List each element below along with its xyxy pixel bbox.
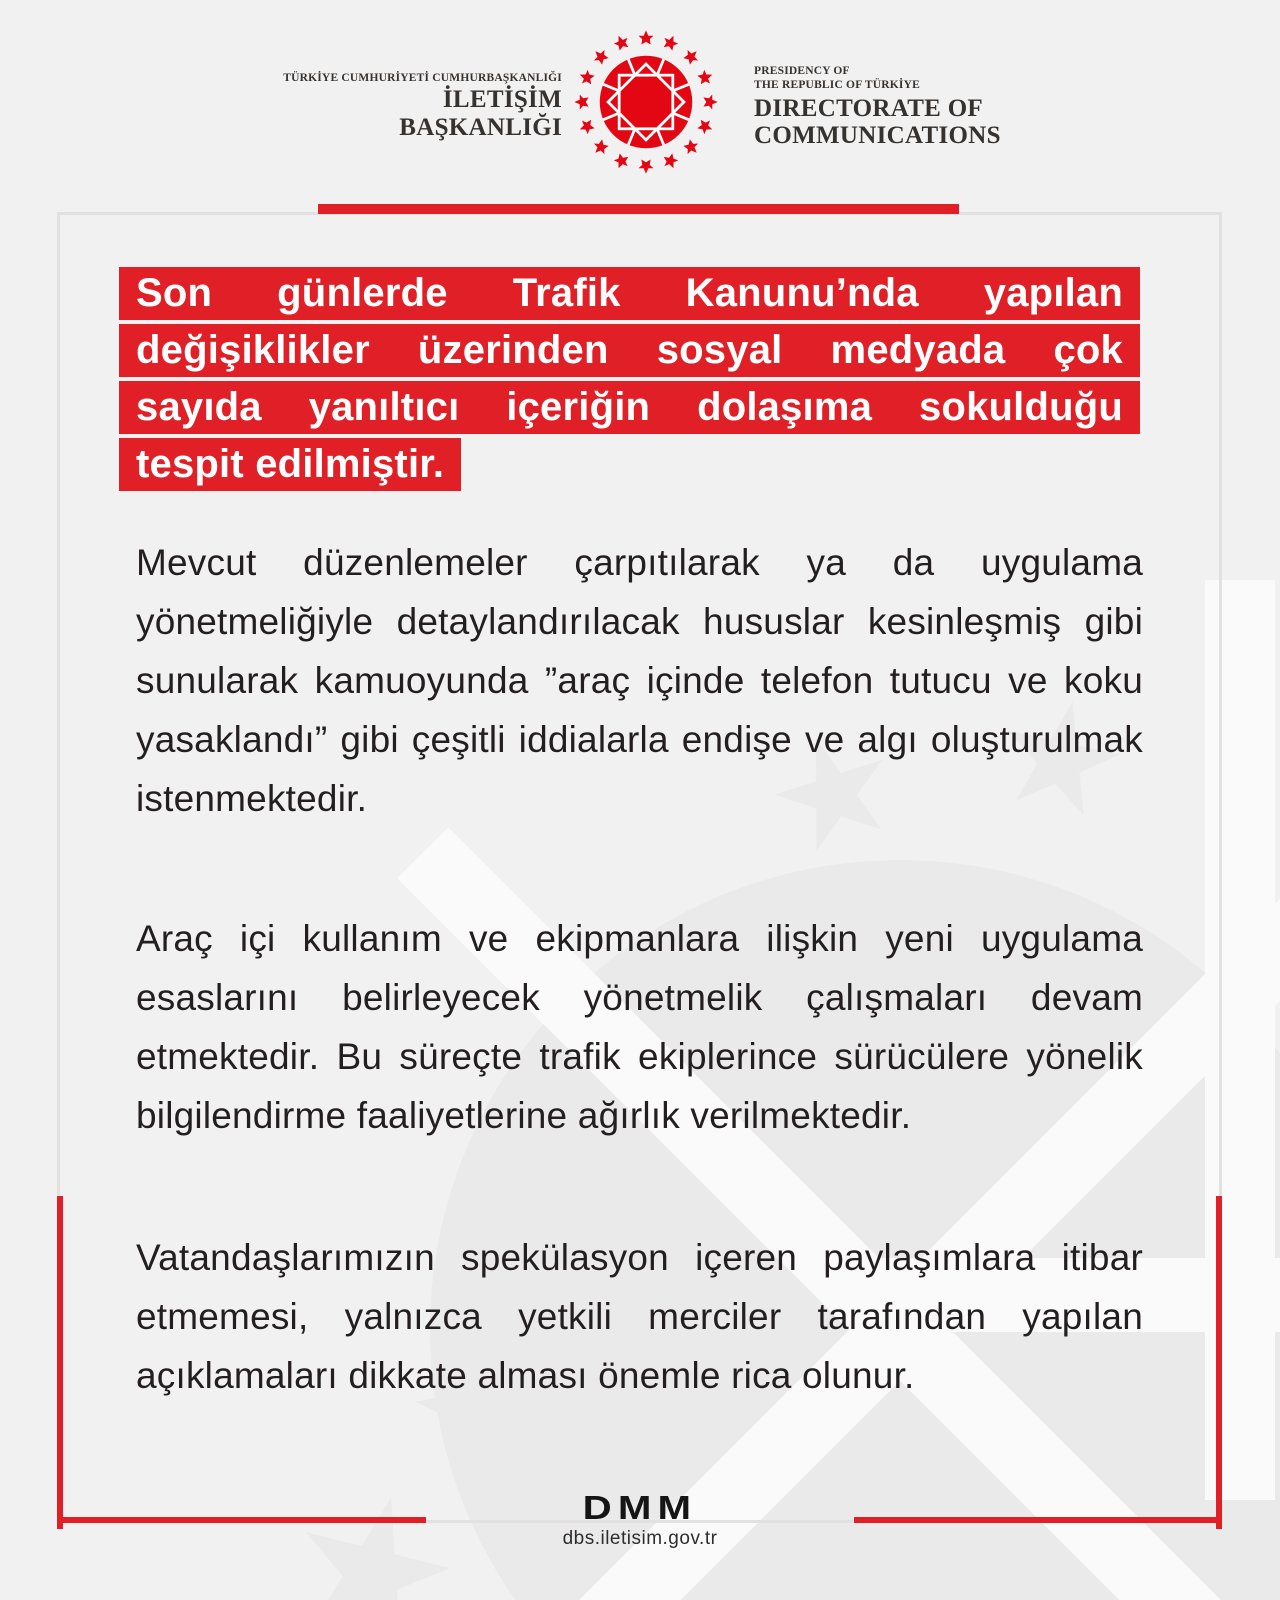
- card-red-edge: [1216, 1196, 1222, 1529]
- statement-card: [57, 212, 1222, 1523]
- presidency-emblem-icon: [572, 28, 720, 176]
- directorate-of-communications-logo: [754, 64, 1001, 149]
- logo-left-big-text: İLETİŞİM BAŞKANLIĞI: [399, 86, 562, 141]
- body-paragraph-3: Vatandaşlarımızın spekülasyon içeren paylaşımlara itibar etmemesi, yalnızca yetkili merciler tarafından yapılan açıklamaları dikkate alması önemle rica olunur.: [136, 1237, 1143, 1396]
- body-paragraph-2: Araç içi kullanım ve ekipmanlara ilişkin yeni uygulama esaslarını belirleyecek yönetmelik çalışmaları devam etmektedir. Bu süreçte trafik ekiplerince sürücülere yönelik bilgilendirme faaliyetlerine ağırlık verilmektedir.: [136, 918, 1143, 1136]
- footer: [0, 1489, 1280, 1550]
- logo-right-small-text-2: THE REPUBLIC OF TÜRKİYE: [754, 79, 920, 91]
- logo-right-big-text-2: COMMUNICATIONS: [754, 122, 1001, 149]
- headline-line-3: sayıda yanıltıcı içeriğin dolaşıma sokulduğu: [119, 381, 1140, 434]
- dmm-url-text: dbs.iletisim.gov.tr: [562, 1528, 718, 1549]
- iletisim-baskanligi-logo: [280, 72, 562, 142]
- body-paragraph-1: Mevcut düzenlemeler çarpıtılarak ya da uygulama yönetmeliğiyle detaylandırılacak hususlar kesinleşmiş gibi sunularak kamuoyunda ”araç içinde telefon tutucu ve koku yasaklandı” gibi çeşitli iddialarla endişe ve algı oluşturulmak istenmektedir.: [136, 542, 1143, 819]
- logo-right-small-text-1: PRESIDENCY OF: [754, 65, 850, 77]
- logo-right-big-text-1: DIRECTORATE OF: [754, 95, 984, 122]
- logo-left-small-text: TÜRKİYE CUMHURİYETİ CUMHURBAŞKANLIĞI: [283, 72, 562, 84]
- headline-line-2: değişiklikler üzerinden sosyal medyada çok: [119, 324, 1140, 377]
- headline-line-4: tespit edilmiştir.: [119, 438, 461, 491]
- top-red-rule: [318, 204, 959, 214]
- headline: [119, 267, 1140, 495]
- card-red-edge: [57, 1196, 63, 1529]
- header: [0, 0, 1280, 200]
- dmm-logo: DMM: [582, 1489, 698, 1526]
- headline-line-1: Son günlerde Trafik Kanunu’nda yapılan: [119, 267, 1140, 320]
